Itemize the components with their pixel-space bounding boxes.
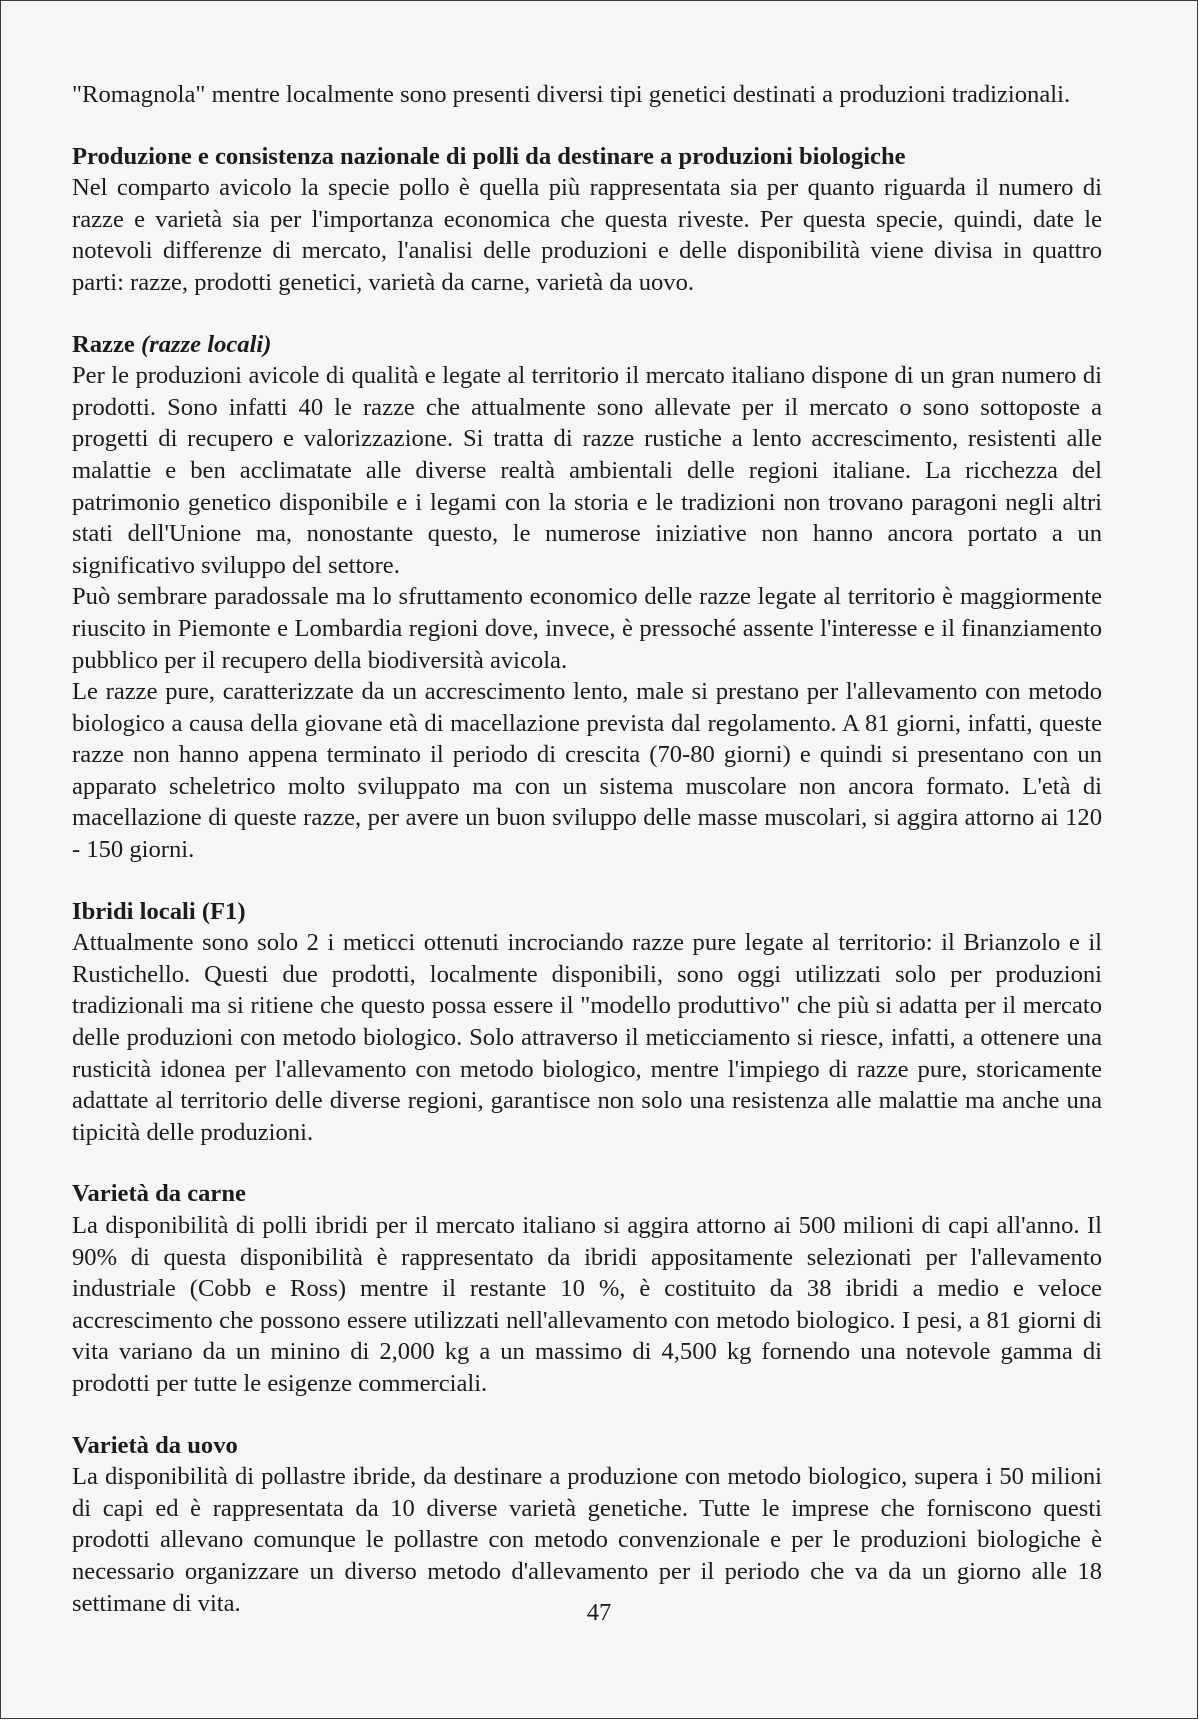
varieta-uovo-paragraph: La disponibilità di pollastre ibride, da destinare a produzione con metodo biologico, supera i 50 milioni di capi ed è rappresentata da 10 diverse varietà genetiche. Tutte le imprese che forniscono questi prodotti allevano comunque le pollastre con metodo convenzionale e per le produzioni biologiche è necessario organizzare un diverso metodo d'allevamento per il periodo che va da un giorno alle 18 settimane di vita.: [72, 1463, 1102, 1617]
produzione-paragraph: Nel comparto avicolo la specie pollo è quella più rappresentata sia per quanto riguarda il numero di razze e varietà sia per l'importanza economica che questa riveste. Per questa specie, quindi, date le notevoli differenze di mercato, l'analisi delle produzioni e delle disponibilità viene divisa in quattro parti: razze, prodotti genetici, varietà da carne, varietà da uovo.: [72, 174, 1102, 296]
intro-paragraph: "Romagnola" mentre localmente sono presenti diversi tipi genetici destinati a produzioni tradizionali.: [72, 81, 1071, 108]
section-gap: [72, 111, 1102, 141]
section-gap: [72, 866, 1102, 896]
heading-razze: [72, 329, 1102, 361]
page-body: [72, 79, 1102, 1619]
heading-varieta-carne: Varietà da carne: [72, 1180, 246, 1208]
varieta-carne-paragraph: La disponibilità di polli ibridi per il mercato italiano si aggira attorno ai 500 milioni di capi all'anno. Il 90% di questa disponibilità è rappresentato da ibridi appositamente selezionati per l'allevamento industriale (Cobb e Ross) mentre il restante 10 %, è costituito da 38 ibridi a medio e veloce accrescimento che possono essere utilizzati nell'allevamento con metodo biologico. I pesi, a 81 giorni di vita variano da un minino di 2,000 kg a un massimo di 4,500 kg fornendo una notevole gamma di prodotti per tutte le esigenze commerciali.: [72, 1212, 1102, 1397]
heading-produzione: Produzione e consistenza nazionale di polli da destinare a produzioni biologiche: [72, 142, 906, 170]
heading-razze-italic: (razze locali): [140, 330, 272, 358]
razze-paragraph-1: Per le produzioni avicole di qualità e legate al territorio il mercato italiano dispone di un gran numero di prodotti. Sono infatti 40 le razze che attualmente sono allevate per il mercato o sono sottoposte a progetti di recupero e valorizzazione. Si tratta di razze rustiche a lento accrescimento, resistenti alle malattie e ben acclimatate alle diverse realtà ambientali delle regioni italiane. La ricchezza del patrimonio genetico disponibile e i legami con la storia e le tradizioni non trovano paragoni negli altri stati dell'Unione ma, nonostante questo, le numerose iniziative non hanno ancora portato a un significativo sviluppo del settore.: [72, 362, 1102, 579]
page-number: 47: [586, 1599, 612, 1626]
ibridi-paragraph: Attualmente sono solo 2 i meticci ottenuti incrociando razze pure legate al territorio: il Brianzolo e il Rustichello. Questi due prodotti, localmente disponibili, sono oggi utilizzati solo per produzioni tradizionali ma si ritiene che questo possa essere il "modello produttivo" che più si adatta per il mercato delle produzioni con metodo biologico. Solo attraverso il meticciamento si riesce, infatti, a ottenere una rusticità idonea per l'allevamento con metodo biologico, mentre l'impiego di razze pure, storicamente adattate al territorio delle diverse regioni, garantisce non solo una resistenza alle malattie ma anche una tipicità delle produzioni.: [72, 929, 1102, 1146]
heading-ibridi-locali: Ibridi locali (F1): [72, 897, 246, 925]
section-gap: [72, 299, 1102, 329]
section-gap: [72, 1148, 1102, 1178]
section-gap: [72, 1400, 1102, 1430]
razze-paragraph-3: Le razze pure, caratterizzate da un accrescimento lento, male si prestano per l'allevamento con metodo biologico a causa della giovane età di macellazione prevista dal regolamento. A 81 giorni, infatti, queste razze non hanno appena terminato il periodo di crescita (70-80 giorni) e quindi si presentano con un apparato scheletrico molto sviluppato ma con un sistema muscolare non ancora formato. L'età di macellazione di queste razze, per avere un buon sviluppo delle masse muscolari, si aggira attorno ai 120 - 150 giorni.: [72, 678, 1102, 864]
razze-paragraph-2: Può sembrare paradossale ma lo sfruttamento economico delle razze legate al territorio è maggiormente riuscito in Piemonte e Lombardia regioni dove, invece, è pressoché assente l'interesse e il finanziamento pubblico per il recupero della biodiversità avicola.: [72, 583, 1102, 674]
heading-razze-label: Razze: [72, 330, 135, 358]
heading-varieta-uovo: Varietà da uovo: [72, 1431, 238, 1459]
